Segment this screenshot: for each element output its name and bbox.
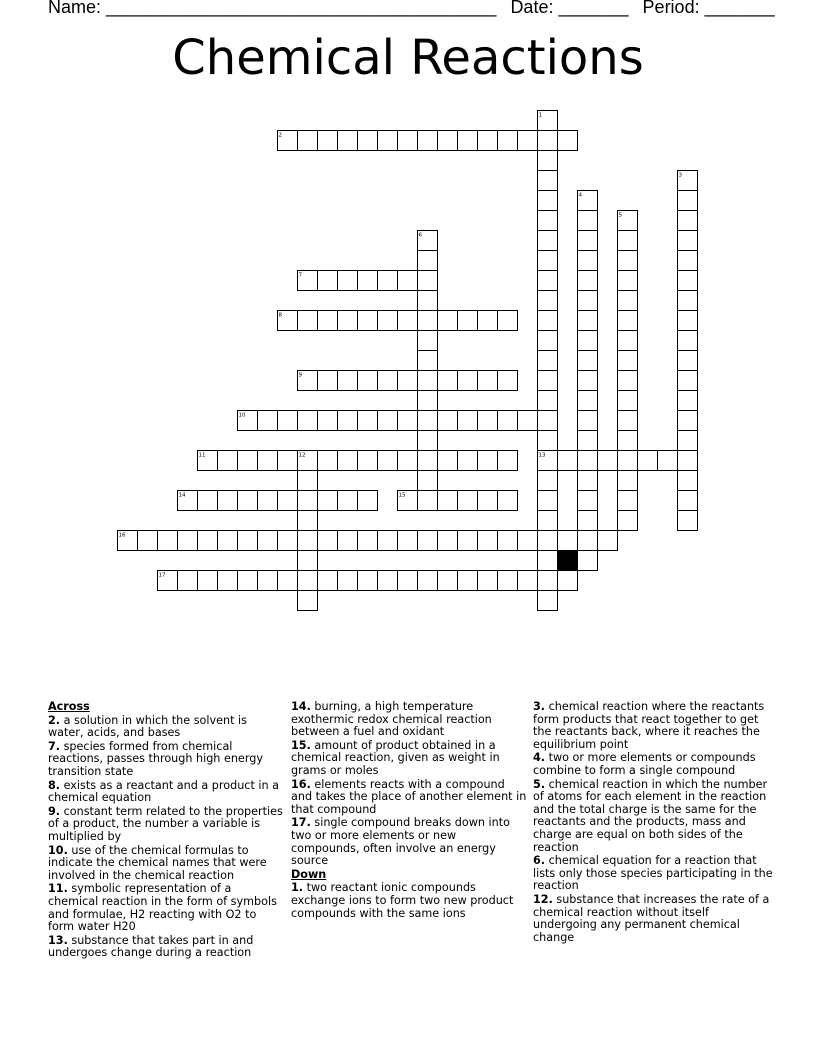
grid-cell[interactable] bbox=[578, 251, 598, 271]
clue-text: burning, a high temperature exothermic redox chemical reaction between a fuel and oxidant bbox=[291, 700, 492, 739]
clue-number: 12. bbox=[533, 892, 553, 906]
grid-cell[interactable] bbox=[558, 531, 578, 551]
grid-cell[interactable] bbox=[538, 591, 558, 611]
grid-cell[interactable] bbox=[438, 371, 458, 391]
grid-cell[interactable] bbox=[238, 531, 258, 551]
grid-cell[interactable] bbox=[298, 471, 318, 491]
grid-cell[interactable] bbox=[578, 311, 598, 331]
grid-cell[interactable] bbox=[358, 271, 378, 291]
grid-cell[interactable] bbox=[458, 311, 478, 331]
grid-cell[interactable] bbox=[558, 451, 578, 471]
grid-cell[interactable] bbox=[578, 291, 598, 311]
grid-cell[interactable] bbox=[618, 471, 638, 491]
clue-number-16: 16 bbox=[118, 532, 126, 539]
grid-cell[interactable] bbox=[498, 311, 518, 331]
grid-cell[interactable] bbox=[678, 351, 698, 371]
grid-cell[interactable] bbox=[578, 331, 598, 351]
grid-cell[interactable] bbox=[418, 311, 438, 331]
grid-cell[interactable] bbox=[298, 411, 318, 431]
clue-number: 2. bbox=[48, 713, 61, 727]
black-cell bbox=[558, 551, 578, 571]
grid-cell[interactable] bbox=[438, 451, 458, 471]
grid-cell[interactable] bbox=[478, 491, 498, 511]
grid-cell[interactable] bbox=[298, 511, 318, 531]
grid-cell[interactable] bbox=[438, 411, 458, 431]
clue-text: species formed from chemical reactions, passes through high energy transition state bbox=[48, 739, 263, 778]
down-heading: Down bbox=[291, 867, 327, 881]
grid-cell[interactable] bbox=[618, 371, 638, 391]
grid-cell[interactable] bbox=[338, 311, 358, 331]
down-clue bbox=[291, 882, 527, 920]
clue-number: 9. bbox=[48, 804, 61, 818]
grid-cell[interactable] bbox=[438, 571, 458, 591]
grid-cell[interactable] bbox=[338, 371, 358, 391]
grid-cell[interactable] bbox=[538, 271, 558, 291]
grid-cell[interactable] bbox=[418, 431, 438, 451]
grid-cell[interactable] bbox=[418, 491, 438, 511]
clue-number-17: 17 bbox=[158, 572, 166, 579]
grid-cell[interactable] bbox=[418, 371, 438, 391]
grid-cell[interactable] bbox=[418, 451, 438, 471]
grid-cell[interactable] bbox=[158, 531, 178, 551]
grid-cell[interactable] bbox=[558, 131, 578, 151]
grid-cell[interactable] bbox=[378, 311, 398, 331]
grid-cell[interactable] bbox=[578, 211, 598, 231]
grid-cell[interactable] bbox=[678, 471, 698, 491]
grid-cell[interactable] bbox=[538, 331, 558, 351]
grid-cell[interactable] bbox=[538, 571, 558, 591]
grid-cell[interactable] bbox=[478, 311, 498, 331]
grid-cell[interactable] bbox=[678, 431, 698, 451]
grid-cell[interactable] bbox=[578, 451, 598, 471]
grid-cell[interactable] bbox=[358, 491, 378, 511]
grid-cell[interactable] bbox=[378, 451, 398, 471]
clues-column-3 bbox=[533, 701, 773, 945]
clue-number: 11. bbox=[48, 882, 68, 896]
across-heading: Across bbox=[48, 700, 90, 713]
grid-cell[interactable] bbox=[438, 311, 458, 331]
grid-cell[interactable] bbox=[318, 451, 338, 471]
grid-cell[interactable] bbox=[538, 531, 558, 551]
grid-cell[interactable] bbox=[318, 491, 338, 511]
grid-cell[interactable] bbox=[418, 271, 438, 291]
clue-number-2: 2 bbox=[278, 132, 282, 139]
clue-number-8: 8 bbox=[278, 312, 282, 319]
grid-cell[interactable] bbox=[338, 451, 358, 471]
grid-cell[interactable] bbox=[538, 251, 558, 271]
grid-cell[interactable] bbox=[618, 511, 638, 531]
grid-cell[interactable] bbox=[258, 451, 278, 471]
grid-cell[interactable] bbox=[618, 411, 638, 431]
grid-cell[interactable] bbox=[378, 271, 398, 291]
grid-cell[interactable] bbox=[498, 411, 518, 431]
grid-cell[interactable] bbox=[358, 571, 378, 591]
name-field[interactable]: Name: _______________________________________ bbox=[48, 0, 497, 17]
clue-number-12: 12 bbox=[298, 452, 306, 459]
grid-cell[interactable] bbox=[318, 571, 338, 591]
grid-cell[interactable] bbox=[218, 531, 238, 551]
clue-text: elements reacts with a compound and takes the place of another element in that compound bbox=[291, 777, 527, 816]
grid-cell[interactable] bbox=[618, 491, 638, 511]
grid-cell[interactable] bbox=[458, 571, 478, 591]
clue-number: 14. bbox=[291, 700, 311, 713]
clue-text: symbolic representation of a chemical reaction in the form of symbols and formulae, H2 reacting with O2 to form water H20 bbox=[48, 882, 277, 934]
grid-cell[interactable] bbox=[538, 491, 558, 511]
grid-cell[interactable] bbox=[678, 411, 698, 431]
grid-cell[interactable] bbox=[258, 571, 278, 591]
grid-cell[interactable] bbox=[178, 531, 198, 551]
grid-cell[interactable] bbox=[358, 411, 378, 431]
grid-cell[interactable] bbox=[138, 531, 158, 551]
grid-cell[interactable] bbox=[578, 271, 598, 291]
grid-cell[interactable] bbox=[458, 451, 478, 471]
grid-cell[interactable] bbox=[298, 531, 318, 551]
grid-cell[interactable] bbox=[258, 531, 278, 551]
grid-cell[interactable] bbox=[618, 451, 638, 471]
clue-number-4: 4 bbox=[578, 192, 582, 199]
grid-cell[interactable] bbox=[678, 391, 698, 411]
grid-cell[interactable] bbox=[398, 451, 418, 471]
clue-text: a solution in which the solvent is water, acids, and bases bbox=[48, 713, 247, 740]
grid-cell[interactable] bbox=[338, 571, 358, 591]
clue-number: 6. bbox=[533, 854, 546, 868]
clue-number-9: 9 bbox=[298, 372, 302, 379]
grid-cell[interactable] bbox=[198, 531, 218, 551]
clue-number: 5. bbox=[533, 777, 546, 791]
clue-number: 7. bbox=[48, 739, 61, 753]
grid-cell[interactable] bbox=[658, 451, 678, 471]
clue-text: exists as a reactant and a product in a chemical equation bbox=[48, 778, 279, 805]
grid-cell[interactable] bbox=[338, 411, 358, 431]
grid-cell[interactable] bbox=[598, 451, 618, 471]
clue-text: two reactant ionic compounds exchange ions to form two new product compounds with the same ions bbox=[291, 881, 514, 920]
grid-cell[interactable] bbox=[618, 331, 638, 351]
grid-cell[interactable] bbox=[618, 431, 638, 451]
grid-cell[interactable] bbox=[198, 571, 218, 591]
grid-cell[interactable] bbox=[518, 571, 538, 591]
grid-cell[interactable] bbox=[418, 471, 438, 491]
down-clue bbox=[533, 752, 773, 777]
grid-cell[interactable] bbox=[578, 511, 598, 531]
down-clue bbox=[533, 855, 773, 893]
grid-cell[interactable] bbox=[498, 491, 518, 511]
period-field[interactable]: Period: _______ bbox=[642, 0, 775, 17]
grid-cell[interactable] bbox=[338, 531, 358, 551]
clue-number: 3. bbox=[533, 700, 546, 713]
grid-cell[interactable] bbox=[578, 371, 598, 391]
grid-cell[interactable] bbox=[378, 531, 398, 551]
grid-cell[interactable] bbox=[218, 491, 238, 511]
grid-cell[interactable] bbox=[358, 311, 378, 331]
grid-cell[interactable] bbox=[618, 291, 638, 311]
grid-cell[interactable] bbox=[538, 211, 558, 231]
grid-cell[interactable] bbox=[318, 311, 338, 331]
grid-cell[interactable] bbox=[278, 531, 298, 551]
grid-cell[interactable] bbox=[638, 451, 658, 471]
grid-cell[interactable] bbox=[578, 531, 598, 551]
grid-cell[interactable] bbox=[398, 271, 418, 291]
clue-number-14: 14 bbox=[178, 492, 186, 499]
grid-cell[interactable] bbox=[678, 211, 698, 231]
grid-cell[interactable] bbox=[378, 371, 398, 391]
clue-text: single compound breaks down into two or more elements or new compounds, often involve an energy source bbox=[291, 816, 510, 868]
grid-cell[interactable] bbox=[458, 491, 478, 511]
clue-number: 15. bbox=[291, 738, 311, 752]
grid-cell[interactable] bbox=[258, 411, 278, 431]
grid-cell[interactable] bbox=[438, 491, 458, 511]
grid-cell[interactable] bbox=[538, 431, 558, 451]
grid-cell[interactable] bbox=[458, 411, 478, 431]
clue-text: chemical reaction in which the number of atoms for each element in the reaction and the total charge is the same for the reactants and the products, mass and charge are equal on both sides of the reaction bbox=[533, 777, 768, 854]
grid-cell[interactable] bbox=[358, 531, 378, 551]
clue-number: 4. bbox=[533, 751, 546, 765]
grid-cell[interactable] bbox=[458, 371, 478, 391]
grid-cell[interactable] bbox=[478, 131, 498, 151]
grid-cell[interactable] bbox=[678, 451, 698, 471]
grid-cell[interactable] bbox=[238, 571, 258, 591]
grid-cell[interactable] bbox=[618, 351, 638, 371]
clue-text: chemical reaction where the reactants form products that react together to get the reactants back, where it reaches the equilibrium point bbox=[533, 700, 765, 751]
grid-cell[interactable] bbox=[278, 491, 298, 511]
clue-number-6: 6 bbox=[418, 232, 422, 239]
grid-cell[interactable] bbox=[418, 351, 438, 371]
grid-cell[interactable] bbox=[358, 371, 378, 391]
across-clue bbox=[48, 935, 284, 960]
across-clue bbox=[291, 740, 527, 778]
grid-cell[interactable] bbox=[538, 171, 558, 191]
grid-cell[interactable] bbox=[538, 551, 558, 571]
grid-cell[interactable] bbox=[278, 571, 298, 591]
grid-cell[interactable] bbox=[538, 151, 558, 171]
grid-cell[interactable] bbox=[578, 431, 598, 451]
across-clue bbox=[48, 780, 284, 805]
grid-cell[interactable] bbox=[358, 451, 378, 471]
grid-cell[interactable] bbox=[498, 371, 518, 391]
clue-number-1: 1 bbox=[538, 112, 542, 119]
grid-cell[interactable] bbox=[498, 571, 518, 591]
grid-cell[interactable] bbox=[278, 451, 298, 471]
grid-cell[interactable] bbox=[238, 451, 258, 471]
grid-cell[interactable] bbox=[298, 551, 318, 571]
grid-cell[interactable] bbox=[298, 491, 318, 511]
grid-cell[interactable] bbox=[578, 391, 598, 411]
grid-cell[interactable] bbox=[398, 531, 418, 551]
grid-cell[interactable] bbox=[298, 591, 318, 611]
clue-number: 16. bbox=[291, 777, 311, 791]
clue-number: 17. bbox=[291, 816, 311, 830]
clue-text: two or more elements or compounds combine to form a single compound bbox=[533, 751, 756, 777]
clue-text: substance that increases the rate of a chemical reaction without itself undergoing any permanent chemical change bbox=[533, 892, 770, 944]
grid-cell[interactable] bbox=[538, 231, 558, 251]
clue-number: 10. bbox=[48, 843, 68, 857]
grid-cell[interactable] bbox=[478, 371, 498, 391]
grid-cell[interactable] bbox=[678, 371, 698, 391]
grid-cell[interactable] bbox=[538, 371, 558, 391]
grid-cell[interactable] bbox=[378, 571, 398, 591]
clues-column-1 bbox=[48, 701, 284, 961]
date-field[interactable]: Date: _______ bbox=[510, 0, 629, 17]
grid-cell[interactable] bbox=[338, 271, 358, 291]
grid-cell[interactable] bbox=[538, 351, 558, 371]
grid-cell[interactable] bbox=[478, 531, 498, 551]
clue-text: chemical equation for a reaction that lists only those species participating in the reaction bbox=[533, 854, 773, 893]
grid-cell[interactable] bbox=[678, 511, 698, 531]
grid-cell[interactable] bbox=[318, 411, 338, 431]
grid-cell[interactable] bbox=[198, 491, 218, 511]
clue-number: 8. bbox=[48, 778, 61, 792]
grid-cell[interactable] bbox=[318, 371, 338, 391]
grid-cell[interactable] bbox=[438, 131, 458, 151]
grid-cell[interactable] bbox=[298, 131, 318, 151]
clue-text: use of the chemical formulas to indicate the chemical names that were involved in the chemical reaction bbox=[48, 843, 267, 882]
grid-cell[interactable] bbox=[618, 311, 638, 331]
grid-cell[interactable] bbox=[518, 531, 538, 551]
grid-cell[interactable] bbox=[678, 231, 698, 251]
across-clue bbox=[291, 701, 527, 739]
grid-cell[interactable] bbox=[278, 411, 298, 431]
grid-cell[interactable] bbox=[478, 451, 498, 471]
down-clue bbox=[533, 894, 773, 944]
grid-cell[interactable] bbox=[578, 411, 598, 431]
grid-cell[interactable] bbox=[398, 571, 418, 591]
grid-cell[interactable] bbox=[238, 491, 258, 511]
clue-number: 13. bbox=[48, 933, 68, 947]
clue-text: substance that takes part in and undergoes change during a reaction bbox=[48, 933, 254, 960]
grid-cell[interactable] bbox=[478, 571, 498, 591]
grid-cell[interactable] bbox=[418, 571, 438, 591]
grid-cell[interactable] bbox=[298, 571, 318, 591]
across-clue bbox=[48, 741, 284, 779]
grid-cell[interactable] bbox=[258, 491, 278, 511]
grid-cell[interactable] bbox=[578, 351, 598, 371]
grid-cell[interactable] bbox=[178, 571, 198, 591]
grid-cell[interactable] bbox=[318, 531, 338, 551]
clue-number: 1. bbox=[291, 881, 304, 895]
grid-cell[interactable] bbox=[318, 271, 338, 291]
clue-number-5: 5 bbox=[618, 212, 622, 219]
grid-cell[interactable] bbox=[338, 131, 358, 151]
clue-number-3: 3 bbox=[678, 172, 682, 179]
grid-cell[interactable] bbox=[378, 411, 398, 431]
grid-cell[interactable] bbox=[418, 251, 438, 271]
grid-cell[interactable] bbox=[218, 451, 238, 471]
grid-cell[interactable] bbox=[478, 411, 498, 431]
grid-cell[interactable] bbox=[378, 131, 398, 151]
grid-cell[interactable] bbox=[538, 511, 558, 531]
grid-cell[interactable] bbox=[398, 131, 418, 151]
grid-cell[interactable] bbox=[438, 531, 458, 551]
down-clue bbox=[533, 701, 773, 751]
grid-cell[interactable] bbox=[618, 231, 638, 251]
grid-cell[interactable] bbox=[418, 331, 438, 351]
grid-cell[interactable] bbox=[558, 571, 578, 591]
grid-cell[interactable] bbox=[498, 131, 518, 151]
grid-cell[interactable] bbox=[678, 191, 698, 211]
grid-cell[interactable] bbox=[678, 311, 698, 331]
grid-cell[interactable] bbox=[538, 391, 558, 411]
across-clue bbox=[291, 817, 527, 867]
grid-cell[interactable] bbox=[458, 531, 478, 551]
grid-cell[interactable] bbox=[578, 471, 598, 491]
grid-cell[interactable] bbox=[598, 531, 618, 551]
across-clue bbox=[48, 883, 284, 933]
grid-cell[interactable] bbox=[538, 311, 558, 331]
grid-cell[interactable] bbox=[498, 531, 518, 551]
grid-cell[interactable] bbox=[578, 231, 598, 251]
clues-column-2 bbox=[291, 701, 527, 921]
grid-cell[interactable] bbox=[398, 311, 418, 331]
grid-cell[interactable] bbox=[518, 411, 538, 431]
grid-cell[interactable] bbox=[418, 411, 438, 431]
grid-cell[interactable] bbox=[678, 331, 698, 351]
grid-cell[interactable] bbox=[518, 131, 538, 151]
clue-number-7: 7 bbox=[298, 272, 302, 279]
clue-number-13: 13 bbox=[538, 452, 546, 459]
grid-cell[interactable] bbox=[298, 311, 318, 331]
across-clue bbox=[291, 779, 527, 817]
grid-cell[interactable] bbox=[618, 391, 638, 411]
across-clue bbox=[48, 715, 284, 740]
clue-number-11: 11 bbox=[198, 452, 206, 459]
grid-cell[interactable] bbox=[458, 131, 478, 151]
grid-cell[interactable] bbox=[678, 291, 698, 311]
grid-cell[interactable] bbox=[218, 571, 238, 591]
grid-cell[interactable] bbox=[418, 291, 438, 311]
down-clue bbox=[533, 779, 773, 855]
grid-cell[interactable] bbox=[418, 531, 438, 551]
grid-cell[interactable] bbox=[678, 251, 698, 271]
grid-cell[interactable] bbox=[358, 131, 378, 151]
grid-cell[interactable] bbox=[678, 491, 698, 511]
across-clue bbox=[48, 806, 284, 844]
grid-cell[interactable] bbox=[618, 251, 638, 271]
clue-text: amount of product obtained in a chemical reaction, given as weight in grams or moles bbox=[291, 738, 500, 777]
across-clue bbox=[48, 845, 284, 883]
clue-text: constant term related to the properties of a product, the number a variable is multiplied by bbox=[48, 804, 283, 843]
grid-cell[interactable] bbox=[618, 271, 638, 291]
grid-cell[interactable] bbox=[398, 411, 418, 431]
clue-number-10: 10 bbox=[238, 412, 246, 419]
clue-number-15: 15 bbox=[398, 492, 406, 499]
grid-cell[interactable] bbox=[578, 491, 598, 511]
grid-cell[interactable] bbox=[418, 131, 438, 151]
grid-cell[interactable] bbox=[498, 451, 518, 471]
grid-cell[interactable] bbox=[538, 191, 558, 211]
grid-cell[interactable] bbox=[318, 131, 338, 151]
grid-cell[interactable] bbox=[538, 131, 558, 151]
grid-cell[interactable] bbox=[398, 371, 418, 391]
grid-cell[interactable] bbox=[538, 411, 558, 431]
grid-cell[interactable] bbox=[338, 491, 358, 511]
page-title: Chemical Reactions bbox=[172, 30, 644, 86]
grid-cell[interactable] bbox=[678, 271, 698, 291]
grid-cell[interactable] bbox=[578, 551, 598, 571]
grid-cell[interactable] bbox=[538, 291, 558, 311]
grid-cell[interactable] bbox=[418, 391, 438, 411]
grid-cell[interactable] bbox=[538, 471, 558, 491]
